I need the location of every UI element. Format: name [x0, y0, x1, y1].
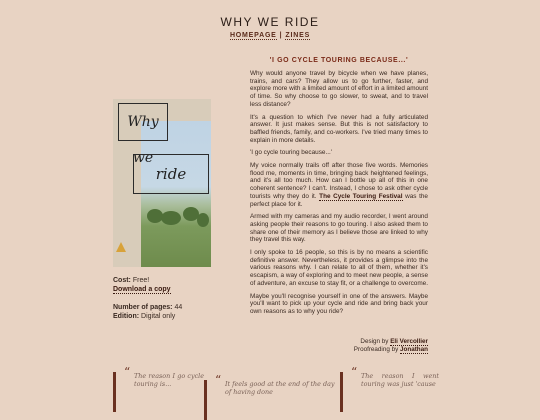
credits: Design by Eli Vercollier Proofreading by Jonathan	[353, 338, 428, 353]
quote-text: The reason I went touring was just 'cause	[361, 372, 439, 388]
pages-label: Number of pages:	[113, 304, 173, 311]
article-paragraph: Why would anyone travel by bicycle when we have planes, trains, and cars? They allow us to go further, faster, and explore more with a limited amount of effort in a limited amount of time. So why choose to go slower, to sweat, and to travel less distance?	[250, 70, 428, 108]
tent-icon	[116, 242, 126, 252]
article-paragraph: I only spoke to 16 people, so this is by no means a scientific definitive answer. Nevertheless, it provides a glimpse into the various reasons why. I can relate to all of them, whether it's escapism, a way of exploring and to meet new people, a sense of adventure, an excuse to stay fit, or a challenge to overcome.	[250, 249, 428, 287]
cover-title-bottom: ride	[133, 154, 209, 194]
nav-homepage-link[interactable]: HOMEPAGE	[229, 32, 277, 39]
cover-title-top: Why we	[118, 103, 168, 141]
article-paragraph: It's a question to which I've never had a fully articulated answer. It just makes sense. But this is not satisfactory to baffled friends, family, and co-workers. I've tried many times to explain in more details.	[250, 113, 428, 144]
quote-mark-icon: “	[351, 365, 358, 379]
pages-value: 44	[174, 304, 183, 311]
article-paragraph: Maybe you'll recognise yourself in one of the answers. Maybe you'll want to pick up your cycle and ride and bring back your own reasons as to why you ride?	[250, 292, 428, 315]
nav-separator: |	[279, 32, 283, 39]
proofreader-link[interactable]: Jonathan	[400, 346, 428, 353]
article-paragraph: 'I go cycle touring because...'	[250, 149, 333, 157]
article-title: 'I GO CYCLE TOURING BECAUSE...'	[269, 57, 409, 64]
quote-mark-icon: “	[215, 373, 222, 387]
cost-label: Cost:	[113, 277, 131, 284]
designer-link[interactable]: Eli Vercollier	[390, 338, 428, 345]
nav-zines-link[interactable]: ZINES	[285, 32, 311, 39]
site-title: WHY WE RIDE	[220, 15, 320, 29]
quote-mark-icon: “	[124, 365, 131, 379]
zine-cover-image	[113, 99, 211, 267]
download-link[interactable]: Download a copy	[113, 286, 171, 293]
quote-card	[340, 365, 439, 412]
cost-value: Free!	[132, 277, 150, 284]
quote-card	[204, 373, 340, 420]
festival-link[interactable]: The Cycle Touring Festival	[319, 192, 403, 200]
article-paragraph: My voice normally trails off after those five words. Memories flood me, moments in time, bringing back heightened feelings, and it's all too much. How can I bottle up all of this in one coherent sentence? I can't. Instead, I chose to ask other cycle tourists why they do it. The Cycle Touring Festival was the perfect place for it.	[250, 162, 428, 208]
quote-card	[113, 365, 204, 412]
quote-text: It feels good at the end of the day of having done	[225, 380, 335, 396]
edition-label: Edition:	[113, 313, 140, 320]
zine-meta	[113, 276, 223, 321]
site-nav	[0, 32, 540, 39]
article-paragraph: Armed with my cameras and my audio recorder, I went around asking people their reasons to go touring. I also asked them to share one of their memory as I believe those are linked to why they travel this way.	[250, 213, 428, 244]
article-body	[250, 70, 428, 321]
edition-value: Digital only	[141, 313, 176, 320]
quote-text: The reason I go cycle touring is...	[134, 372, 204, 388]
